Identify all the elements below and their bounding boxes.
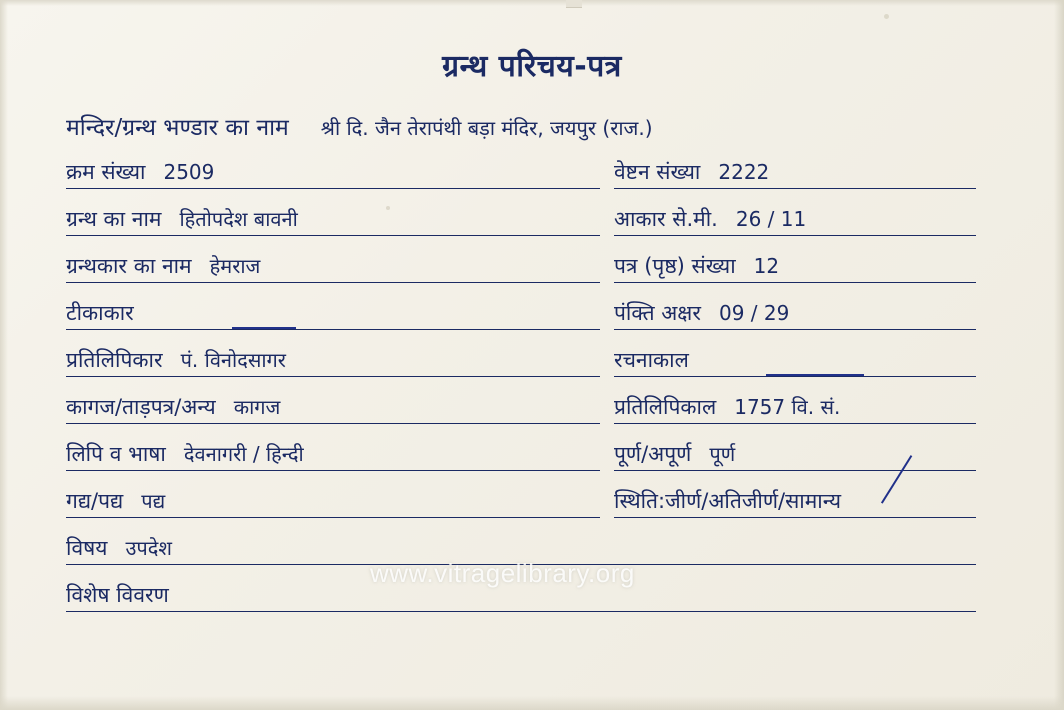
- field-value: 1757 वि. सं.: [734, 395, 841, 419]
- field-rachnakal: [614, 346, 990, 374]
- field-label: लिपि व भाषा: [66, 442, 166, 466]
- paper-speck: [884, 14, 889, 19]
- field-rule: [66, 329, 600, 330]
- field-label: आकार से.मी.: [614, 207, 718, 231]
- field-value: 2509: [163, 160, 215, 184]
- field-rule: [66, 235, 600, 236]
- field-veshtan-sankhya: [614, 158, 990, 186]
- field-label: ग्रन्थकार का नाम: [66, 254, 192, 278]
- watermark-text: www.vitragelibrary.org: [370, 558, 635, 588]
- paper-edge-left: [0, 0, 8, 710]
- field-granthkar-ka-naam: [66, 252, 614, 280]
- field-rule: [66, 376, 600, 377]
- field-gadya-padya: [66, 487, 614, 515]
- field-vishesh-vivaran: [66, 581, 990, 609]
- field-aakaar-cm: [614, 205, 990, 233]
- field-value: 09 / 29: [718, 301, 790, 325]
- field-value: 12: [753, 254, 780, 278]
- paper-edge-top: [0, 0, 1064, 6]
- field-tikakar: [66, 299, 614, 327]
- institution-label: मन्दिर/ग्रन्थ भण्डार का नाम: [66, 115, 289, 141]
- field-pratilipikal: [614, 393, 990, 421]
- page-title: ग्रन्थ परिचय-पत्र: [442, 49, 622, 84]
- field-value: 2222: [718, 160, 770, 184]
- field-value: हेमराज: [209, 254, 261, 278]
- field-rule: [614, 235, 976, 236]
- field-label: टीकाकार: [66, 301, 134, 325]
- paper-nick: [566, 0, 582, 8]
- table-row: [66, 440, 990, 487]
- institution-value: श्री दि. जैन तेरापंथी बड़ा मंदिर, जयपुर (राज.): [320, 116, 653, 140]
- field-rule: [66, 188, 600, 189]
- field-lipi-bhasha: [66, 440, 614, 468]
- paper-edge-right: [1054, 0, 1064, 710]
- field-label: ग्रन्थ का नाम: [66, 207, 162, 231]
- field-value: उपदेश: [125, 536, 172, 560]
- field-rule: [66, 517, 600, 518]
- table-row: [66, 299, 990, 346]
- table-row: [66, 487, 990, 534]
- field-purna-apurna: [614, 440, 990, 468]
- field-label: प्रतिलिपिकार: [66, 348, 163, 372]
- field-label: पंक्ति अक्षर: [614, 301, 701, 325]
- field-pratilipikar: [66, 346, 614, 374]
- field-rule: [614, 188, 976, 189]
- field-label: प्रतिलिपिकाल: [614, 395, 717, 419]
- field-value: पूर्ण: [709, 442, 736, 466]
- field-value: देवनागरी / हिन्दी: [183, 442, 304, 466]
- table-row: [66, 581, 990, 628]
- field-label: क्रम संख्या: [66, 160, 146, 184]
- paper-edge-bottom: [0, 696, 1064, 710]
- field-label: गद्य/पद्य: [66, 489, 124, 513]
- field-label: स्थिति:जीर्ण/अतिजीर्ण/सामान्य: [614, 489, 842, 513]
- field-rule: [614, 329, 976, 330]
- table-row: [66, 158, 990, 205]
- field-granth-ka-naam: [66, 205, 614, 233]
- field-value: कागज: [233, 395, 281, 419]
- field-rule: [66, 611, 976, 612]
- field-patra-sankhya: [614, 252, 990, 280]
- field-rule: [614, 376, 976, 377]
- table-row: [66, 534, 990, 581]
- field-label: कागज/ताड़पत्र/अन्य: [66, 395, 216, 419]
- field-label: पत्र (पृष्ठ) संख्या: [614, 254, 736, 278]
- field-rule: [614, 282, 976, 283]
- field-rule: [614, 470, 976, 471]
- institution-row: [66, 110, 986, 142]
- table-row: [66, 252, 990, 299]
- table-row: [66, 346, 990, 393]
- field-label: रचनाकाल: [614, 348, 689, 372]
- field-kram-sankhya: [66, 158, 614, 186]
- field-rule: [66, 564, 976, 565]
- field-sthiti: [614, 487, 990, 515]
- field-ink-mark: [766, 374, 864, 376]
- field-rule: [66, 282, 600, 283]
- field-pankti-akshar: [614, 299, 990, 327]
- field-rule: [66, 470, 600, 471]
- field-value: हितोपदेश बावनी: [179, 207, 298, 231]
- field-rule: [614, 423, 976, 424]
- table-row: [66, 205, 990, 252]
- field-rule: [66, 423, 600, 424]
- fields-table: [66, 158, 990, 628]
- field-value: 26 / 11: [735, 207, 807, 231]
- field-label: पूर्ण/अपूर्ण: [614, 442, 692, 466]
- field-ink-mark: [232, 327, 296, 329]
- table-row: [66, 393, 990, 440]
- field-label: विषय: [66, 536, 108, 560]
- field-value: पं. विनोदसागर: [180, 348, 286, 372]
- field-label: वेष्टन संख्या: [614, 160, 701, 184]
- field-rule: [614, 517, 976, 518]
- field-kagaj-tadpatra-anya: [66, 393, 614, 421]
- field-label: विशेष विवरण: [66, 583, 169, 607]
- field-value: पद्य: [141, 489, 166, 513]
- field-vishay: [66, 534, 990, 562]
